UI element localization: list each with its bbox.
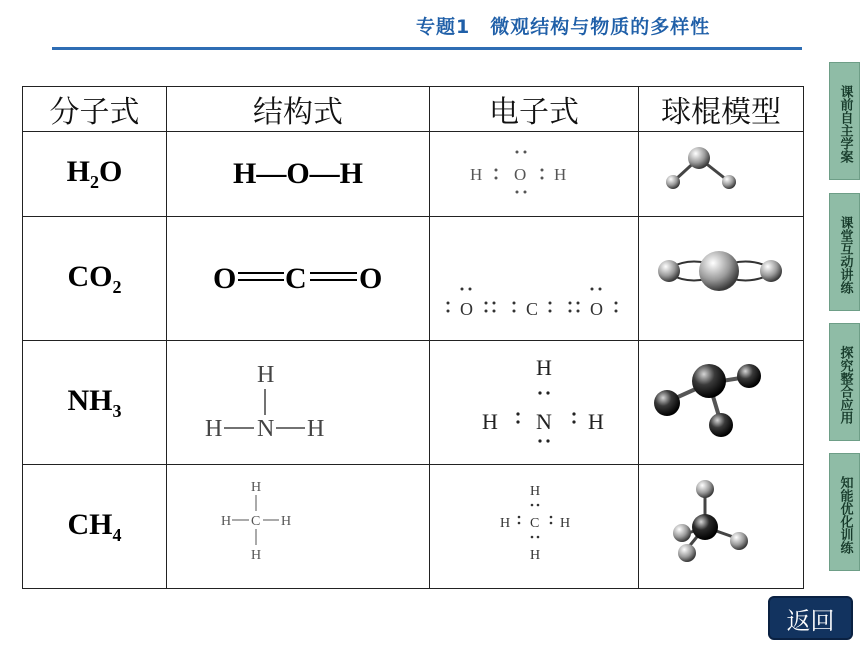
svg-text:O: O: [514, 165, 527, 184]
formula-cell: [23, 217, 167, 341]
svg-text:H: H: [536, 355, 552, 380]
ball-stick-cell: [639, 341, 804, 465]
structural-formula-h2o: H—O—H: [232, 157, 363, 190]
svg-text:H: H: [530, 484, 541, 499]
svg-text:O: O: [359, 261, 383, 295]
structural-formula-ch4: [167, 465, 429, 584]
structural-cell: [167, 465, 430, 589]
structural-formula-co2: [167, 247, 429, 307]
svg-text:N: N: [536, 409, 552, 434]
structural-cell: [167, 341, 430, 465]
svg-text:C: C: [526, 299, 539, 319]
electron-cell: [430, 217, 639, 341]
molecular-formula-nh3: $NH_3$: [67, 383, 122, 421]
molecule-table: [22, 86, 804, 589]
svg-text:C: C: [251, 514, 261, 529]
electron-cell: [430, 132, 639, 217]
svg-text:H: H: [500, 516, 511, 531]
electron-formula-co2: [430, 217, 638, 336]
electron-formula-ch4: [430, 465, 638, 584]
svg-text:C: C: [530, 516, 540, 531]
svg-text:N: N: [257, 416, 275, 442]
electron-cell: [430, 465, 639, 589]
tab-class-interaction[interactable]: 课堂互动讲练: [829, 193, 860, 311]
ball-stick-cell: [639, 132, 804, 217]
structural-cell: [167, 132, 430, 217]
svg-text:H: H: [470, 165, 483, 184]
svg-text:H: H: [251, 548, 262, 563]
molecular-formula-co2: $CO_2$: [67, 259, 122, 297]
ball-stick-cell: [639, 465, 804, 589]
ball-stick-model-h2o: [639, 132, 803, 212]
svg-text:H: H: [588, 409, 604, 434]
svg-text:O: O: [590, 299, 603, 319]
svg-text:O: O: [460, 299, 473, 319]
electron-cell: [430, 341, 639, 465]
electron-formula-h2o: [430, 132, 638, 212]
tab-knowledge-training[interactable]: 知能优化训练: [829, 453, 860, 571]
svg-text:H: H: [554, 165, 567, 184]
tab-pre-class-study[interactable]: 课前自主学案: [829, 62, 860, 180]
formula-cell: [23, 341, 167, 465]
svg-text:H: H: [221, 514, 232, 529]
svg-text:H: H: [281, 514, 292, 529]
svg-text:H: H: [257, 362, 275, 388]
back-button[interactable]: 返回: [768, 596, 853, 640]
electron-formula-nh3: [430, 341, 638, 460]
svg-text:H: H: [251, 480, 262, 495]
svg-text:H: H: [530, 548, 541, 563]
header-divider: [52, 47, 802, 50]
svg-text:H: H: [482, 409, 498, 434]
structural-cell: [167, 217, 430, 341]
formula-cell: [23, 132, 167, 217]
table-row: [23, 132, 804, 217]
ball-stick-cell: [639, 217, 804, 341]
header-electron: 电子式: [430, 87, 639, 132]
svg-text:O: O: [213, 261, 237, 295]
table-row: [23, 465, 804, 589]
ball-stick-model-co2: [639, 217, 803, 336]
ball-stick-model-nh3: [639, 341, 803, 460]
structural-formula-nh3: [167, 341, 429, 460]
header-ball-stick: 球棍模型: [639, 87, 804, 132]
table-row: [23, 217, 804, 341]
molecular-formula-ch4: $CH_4$: [67, 507, 122, 545]
tab-inquiry-integration[interactable]: 探究整合应用: [829, 323, 860, 441]
formula-cell: [23, 465, 167, 589]
svg-text:H: H: [560, 516, 571, 531]
table-row: [23, 341, 804, 465]
header-formula: 分子式: [23, 87, 167, 132]
svg-text:H: H: [307, 416, 325, 442]
ball-stick-model-ch4: [639, 465, 803, 584]
header-title: 专题1 微观结构与物质的多样性: [416, 16, 711, 38]
molecular-formula-h2o: $H_2O$: [66, 155, 123, 192]
svg-text:H: H: [205, 416, 223, 442]
header-structural: 结构式: [167, 87, 430, 132]
table-header-row: [23, 87, 804, 132]
svg-text:C: C: [285, 261, 307, 295]
